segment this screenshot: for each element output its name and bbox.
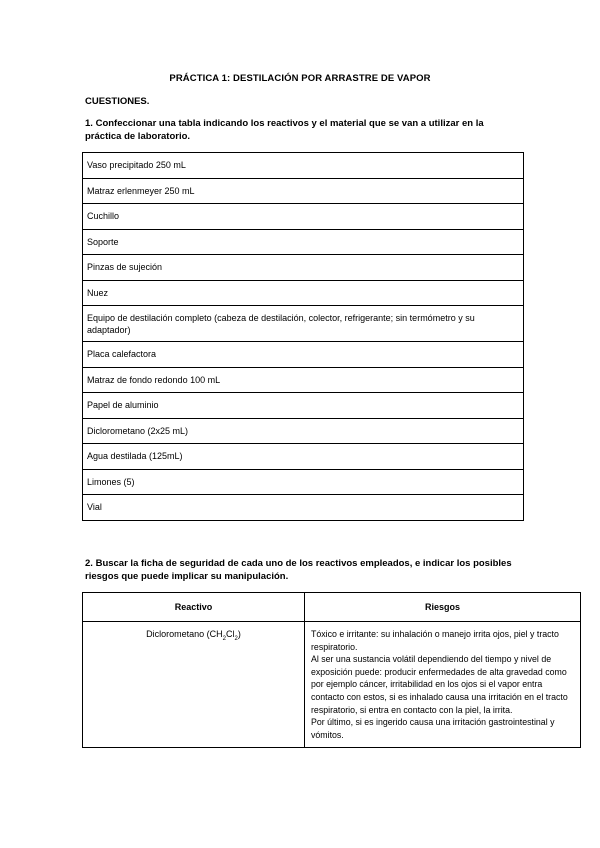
table-row [83, 418, 524, 444]
material-cell: Matraz de fondo redondo 100 mL [83, 367, 524, 393]
document-title: PRÁCTICA 1: DESTILACIÓN POR ARRASTRE DE VAPOR [169, 73, 431, 84]
table-row [83, 469, 524, 495]
formula-chlorine: Cl [226, 629, 235, 639]
question-1 [85, 117, 515, 143]
material-cell: Matraz erlenmeyer 250 mL [83, 178, 524, 204]
table-header-row [83, 593, 581, 622]
material-cell: Cuchillo [83, 204, 524, 230]
material-cell: Diclorometano (2x25 mL) [83, 418, 524, 444]
header-reactivo: Reactivo [83, 593, 305, 622]
table-row [83, 178, 524, 204]
material-cell: Limones (5) [83, 469, 524, 495]
riesgos-cell [305, 622, 581, 748]
question-1-number: 1. [85, 118, 93, 129]
material-cell: Nuez [83, 280, 524, 306]
table-row [83, 280, 524, 306]
table-row [83, 444, 524, 470]
section-heading: CUESTIONES. [85, 96, 150, 107]
reactivo-cell [83, 622, 305, 748]
material-cell: Soporte [83, 229, 524, 255]
material-cell: Agua destilada (125mL) [83, 444, 524, 470]
riesgo-paragraph: Por último, si es ingerido causa una irritación gastrointestinal y vómitos. [311, 717, 555, 740]
materials-table [82, 152, 524, 521]
table-row [83, 204, 524, 230]
table-row [83, 306, 524, 342]
table-row [83, 393, 524, 419]
material-cell: Pinzas de sujeción [83, 255, 524, 281]
formula-subscript: 2 [234, 635, 238, 642]
question-2 [85, 557, 525, 583]
table-row [83, 255, 524, 281]
table-row [83, 622, 581, 748]
riesgo-paragraph: Tóxico e irritante: su inhalación o manejo irrita ojos, piel y tracto respiratorio. [311, 629, 559, 652]
material-cell: Vial [83, 495, 524, 521]
question-2-text: Buscar la ficha de seguridad de cada uno de los reactivos empleados, e indicar los posibles riesgos que puede implicar su manipulación. [85, 558, 512, 582]
material-cell: Placa calefactora [83, 342, 524, 368]
riesgo-paragraph: Al ser una sustancia volátil dependiendo del tiempo y nivel de exposición puede: producir enfermedades de alta gravedad como por ejemplo cáncer, irritabilidad en los ojos si el vapor entra contacto con estos, si es inhalado causa una irritación en el tracto respiratorio, si entra en contacto con la piel, la irrita. [311, 654, 568, 715]
table-row [83, 153, 524, 179]
header-riesgos: Riesgos [305, 593, 581, 622]
formula-subscript: 2 [222, 635, 227, 642]
material-cell: Papel de aluminio [83, 393, 524, 419]
formula-close: ) [237, 629, 241, 639]
risks-table [82, 592, 581, 748]
table-row [83, 495, 524, 521]
table-row [83, 367, 524, 393]
material-cell: Equipo de destilación completo (cabeza de destilación, colector, refrigerante; sin termómetro y su adaptador) [83, 306, 524, 342]
material-cell: Vaso precipitado 250 mL [83, 153, 524, 179]
reactivo-name: Diclorometano (CH [146, 629, 223, 639]
question-2-number: 2. [85, 558, 93, 569]
question-1-text: Confeccionar una tabla indicando los reactivos y el material que se van a utilizar en la práctica de laboratorio. [85, 118, 484, 142]
table-row [83, 342, 524, 368]
table-row [83, 229, 524, 255]
